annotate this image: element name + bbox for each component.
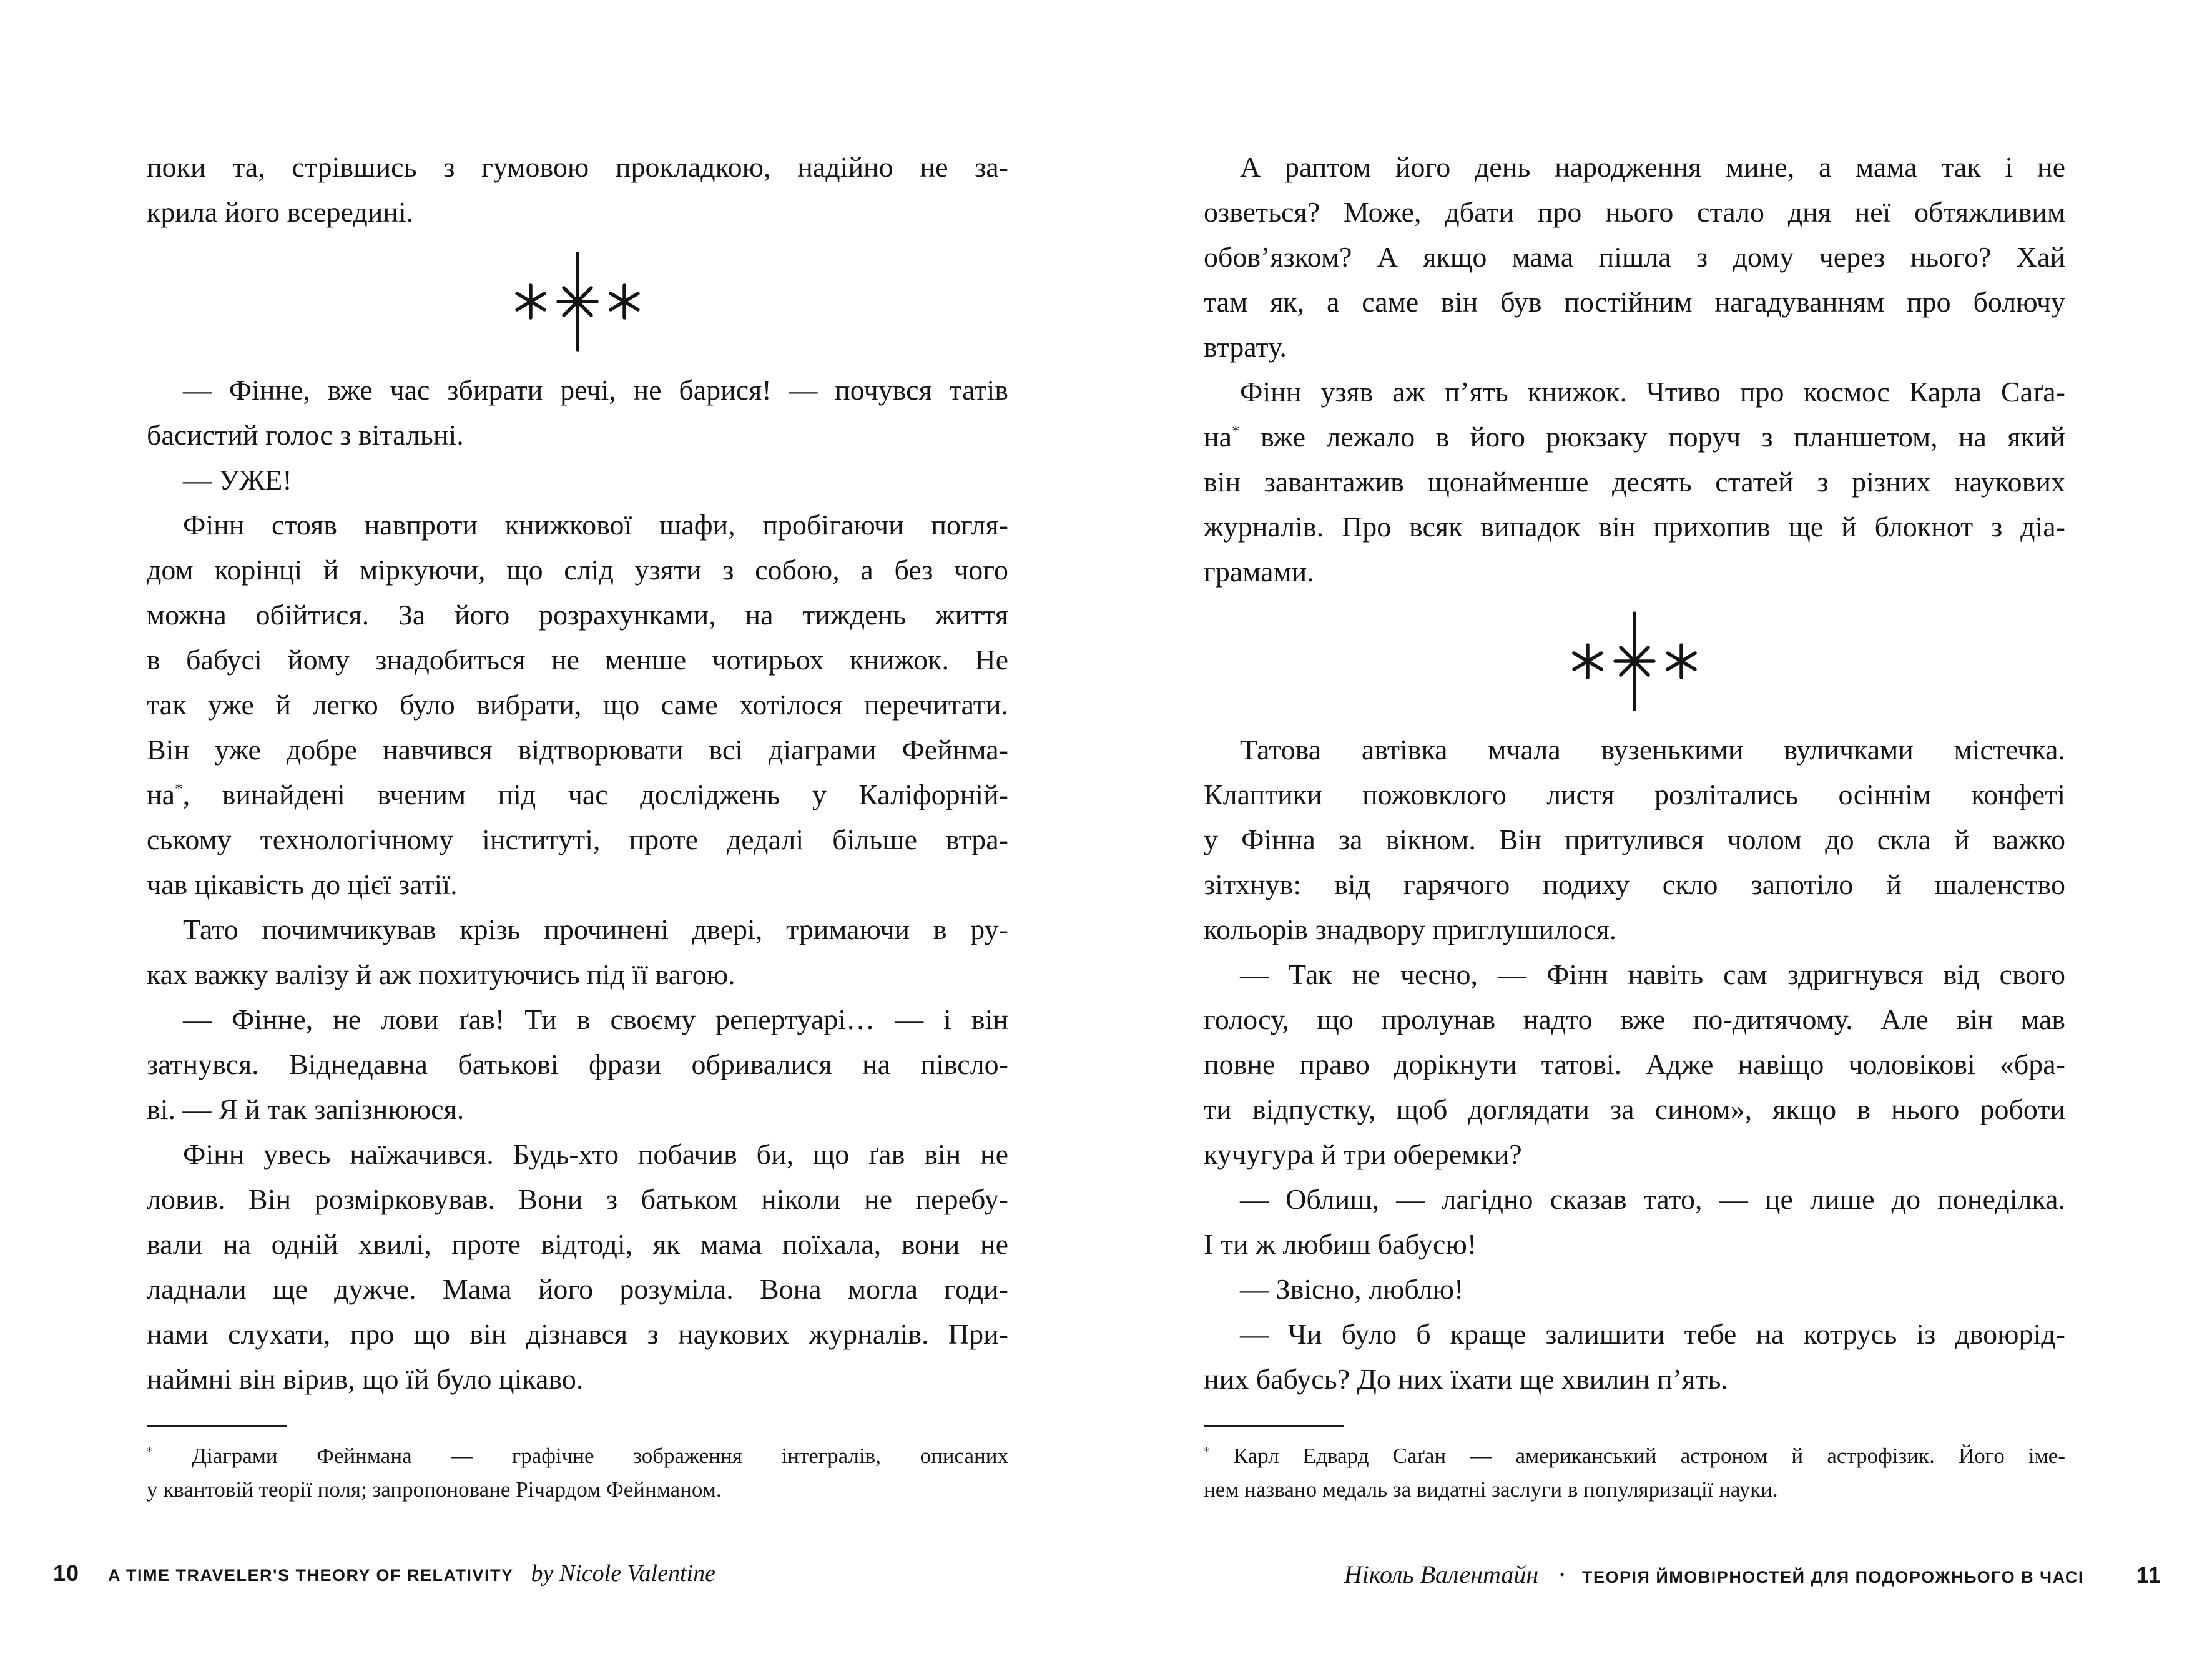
footnote-marker: * xyxy=(175,780,183,798)
text-line: ках важку валізу й аж похитуючись під її вагою. xyxy=(147,958,735,990)
page-right xyxy=(1106,0,2212,1659)
footnote-rule xyxy=(1204,1425,1344,1427)
right-page-footer xyxy=(1344,1560,2161,1589)
text-line: Татова автівка мчала вузенькими вуличками містечка. xyxy=(1240,734,2065,766)
text-line: Клаптики пожовклого листя розлітались осіннім конфеті xyxy=(1204,779,2065,810)
text-line: у Фінна за вікном. Він притулився чолом до скла й важко xyxy=(1204,824,2065,855)
left-page-text-column xyxy=(147,145,1008,1402)
footnote-text xyxy=(147,1439,1008,1507)
text-line: І ти ж любиш бабусю! xyxy=(1204,1228,1477,1260)
left-page-footer xyxy=(53,1560,715,1587)
author-name: Ніколь Валентайн xyxy=(1344,1560,1539,1588)
footnote-rule xyxy=(147,1425,287,1427)
running-title-ukrainian: ТЕОРІЯ ЙМОВІРНОСТЕЙ ДЛЯ ПОДОРОЖНЬОГО В ЧАСІ xyxy=(1581,1568,2084,1587)
text-line: крила його всередині. xyxy=(147,196,414,228)
footnote-marker: * xyxy=(1204,1445,1210,1459)
text-line: так уже й легко було вибрати, що саме хотілося перечитати. xyxy=(147,689,1008,721)
text-line: — Фінне, не лови ґав! Ти в своєму репертуарі… — і він xyxy=(183,1003,1008,1035)
text-line: — Фінне, вже час збирати речі, не барися! — почувся татів xyxy=(183,374,1008,406)
footnote-text xyxy=(1204,1439,2065,1507)
text-line: він завантажив щонайменше десять статей з різних наукових xyxy=(1204,466,2065,498)
text-line: ти відпустку, щоб доглядати за сином», якщо в нього роботи xyxy=(1204,1093,2065,1125)
text-line: басистий голос з вітальні. xyxy=(147,419,464,451)
text-line: зітхнув: від гарячого подиху скло запотіло й шаленство xyxy=(1204,869,2065,900)
text-line: поки та, стрівшись з гумовою прокладкою, надійно не за- xyxy=(147,151,1008,183)
text-line: — УЖЕ! xyxy=(183,464,292,496)
asterisk-divider-icon xyxy=(509,249,646,355)
text-line: ладнали ще дужче. Мама його розуміла. Вона могла годи- xyxy=(147,1273,1008,1305)
right-page-footnote xyxy=(1204,1425,2065,1507)
text-line: на* вже лежало в його рюкзаку поруч з планшетом, на який xyxy=(1204,421,2065,453)
text-line: обов’язком? А якщо мама пішла з дому через нього? Хай xyxy=(1204,241,2065,273)
text-line: * Карл Едвард Саґан — американський астроном й астрофізик. Його іме- xyxy=(1204,1444,2065,1468)
text-line: ському технологічному інституті, проте дедалі більше втра- xyxy=(147,824,1008,855)
text-line: ві. — Я й так запізнююся. xyxy=(147,1093,465,1125)
text-line: Фінн увесь наїжачився. Будь-хто побачив би, що ґав він не xyxy=(183,1138,1008,1170)
text-line: Тато почимчикував крізь прочинені двері, тримаючи в ру- xyxy=(183,913,1008,945)
text-line: вали на одній хвилі, проте відтоді, як мама поїхала, вони не xyxy=(147,1228,1008,1260)
text-line: в бабусі йому знадобиться не менше чотирьох книжок. Не xyxy=(147,644,1008,676)
right-page-text-column xyxy=(1204,145,2065,1402)
text-line: затнувся. Віднедавна батькові фрази обривалися на півсло- xyxy=(147,1048,1008,1080)
text-line: журналів. Про всяк випадок він прихопив ще й блокнот з діа- xyxy=(1204,511,2065,543)
footnote-marker: * xyxy=(147,1445,153,1459)
running-title-english: A TIME TRAVELER'S THEORY OF RELATIVITY xyxy=(108,1566,514,1585)
author-byline: by Nicole Valentine xyxy=(531,1560,715,1587)
text-line: повне право дорікнути татові. Адже навіщо чоловікові «бра- xyxy=(1204,1048,2065,1080)
text-line: Він уже добре навчився відтворювати всі діаграми Фейнма- xyxy=(147,734,1008,766)
text-line: можна обійтися. За його розрахунками, на тиждень життя xyxy=(147,599,1008,631)
text-line: — Чи було б краще залишити тебе на котрусь із двоюрід- xyxy=(1240,1318,2065,1350)
text-line: голосу, що пролунав надто вже по-дитячому. Але він мав xyxy=(1204,1003,2065,1035)
page-number: 11 xyxy=(2136,1562,2161,1588)
asterisk-divider-icon xyxy=(1566,608,1703,714)
text-line: ловив. Він розмірковував. Вони з батьком ніколи не перебу- xyxy=(147,1183,1008,1215)
page-number: 10 xyxy=(53,1560,80,1586)
footnote-marker: * xyxy=(1232,422,1240,440)
text-line: наймні він вірив, що їй було цікаво. xyxy=(147,1363,584,1395)
text-line: них бабусь? До них їхати ще хвилин п’ять. xyxy=(1204,1363,1728,1395)
text-line: Фінн стояв навпроти книжкової шафи, пробігаючи погля- xyxy=(183,509,1008,541)
section-divider xyxy=(1204,594,2065,727)
text-line: нами слухати, про що він дізнався з наукових журналів. При- xyxy=(147,1318,1008,1350)
text-line: у квантовій теорії поля; запропоноване Річардом Фейнманом. xyxy=(147,1477,722,1502)
text-line: чав цікавість до цієї затії. xyxy=(147,869,458,900)
text-line: втрату. xyxy=(1204,331,1287,363)
text-line: дом корінці й міркуючи, що слід узяти з собою, а без чого xyxy=(147,554,1008,586)
text-line: нем названо медаль за видатні заслуги в популяризації науки. xyxy=(1204,1477,1778,1502)
text-line: * Діаграми Фейнмана — графічне зображення інтегралів, описаних xyxy=(147,1444,1008,1468)
text-line: на*, винайдені вченим під час досліджень у Каліфорній- xyxy=(147,779,1008,810)
text-line: Фінн узяв аж п’ять книжок. Чтиво про космос Карла Саґа- xyxy=(1240,376,2065,408)
text-line: — Звісно, люблю! xyxy=(1240,1273,1464,1305)
text-line: кольорів знадвору приглушилося. xyxy=(1204,913,1617,945)
text-line: — Так не чесно, — Фінн навіть сам здригнувся від свого xyxy=(1240,958,2065,990)
section-divider xyxy=(147,235,1008,368)
left-page-footnote xyxy=(147,1425,1008,1507)
footer-bullet-icon: • xyxy=(1560,1566,1565,1582)
text-line: — Облиш, — лагідно сказав тато, — це лише до понеділка. xyxy=(1240,1183,2065,1215)
text-line: А раптом його день народження мине, а мама так і не xyxy=(1240,151,2065,183)
text-line: там як, а саме він був постійним нагадуванням про болючу xyxy=(1204,286,2065,318)
text-line: грамами. xyxy=(1204,556,1314,588)
text-line: озветься? Може, дбати про нього стало дня неї обтяжливим xyxy=(1204,196,2065,228)
text-line: кучугура й три оберемки? xyxy=(1204,1138,1522,1170)
